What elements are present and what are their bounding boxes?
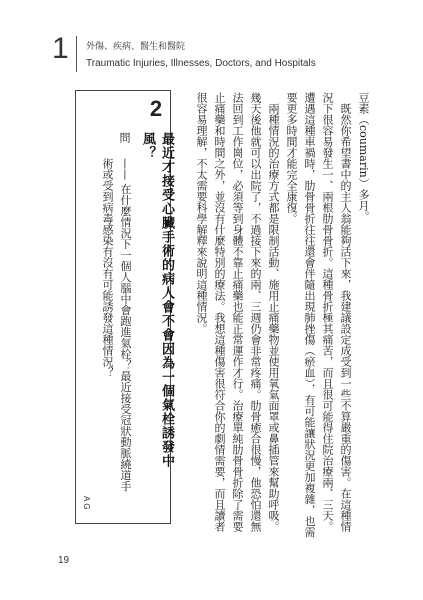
chapter-number: 1 [52, 32, 69, 65]
question-number: 2 [149, 96, 163, 121]
body-paragraph: 兩種情況的治療方式都是限制活動、施用止痛藥物並使用氧氣面罩或鼻插管來幫助呼吸。幾天後他就可以出院了，不過接下來的兩、三週仍會非常疼痛。肋骨癒合很慢，他恐怕還無法回到工作崗位，必須等到身體不靠止痛藥也能正常運作才行。治療單純肋骨骨折除了需要止痛藥和時間之外，並沒有什麼特別的療法。我想這種傷害很符合你的劇情需要，而且讀者很容易理解，不太需要科學解釋來說明這種情況。 [195, 92, 280, 532]
question-text: —— 在什麼情況下一個人腦中會跑進氣栓？最近接受冠狀動脈繞道手術或受到病毒感染有沒有可能誘發這種情況？ [101, 158, 132, 492]
question-initials: AG [82, 496, 91, 512]
body-text [182, 92, 372, 542]
question-heading: 最近才接受心臟手術的病人會不會因為一個氣栓誘發中風？ [140, 132, 174, 468]
body-paragraph: 豆素（coumarin）多月。 [357, 92, 370, 222]
page-number: 19 [58, 555, 70, 566]
chapter-title-zh: 外傷、疾病、醫生和醫院 [86, 42, 186, 52]
question-label: 問 [118, 132, 131, 143]
body-paragraph: 既然你希望書中的主人翁能夠活下來，我建議設定成受到一些不算嚴重的傷害。在這種情況下很容易發生一、兩根肋骨骨折。這種骨折極其痛苦，而且很可能得住院治療兩、三天。遭遇這種車禍時，肋骨骨折往往還會伴隨出現肺挫傷（瘀血），有可能讓狀況更加複雜，也需要更多時間才能完全康復。 [285, 92, 352, 538]
chapter-divider [76, 36, 77, 72]
chapter-title-en: Traumatic Injuries, Illnesses, Doctors, and Hospitals [86, 58, 316, 69]
